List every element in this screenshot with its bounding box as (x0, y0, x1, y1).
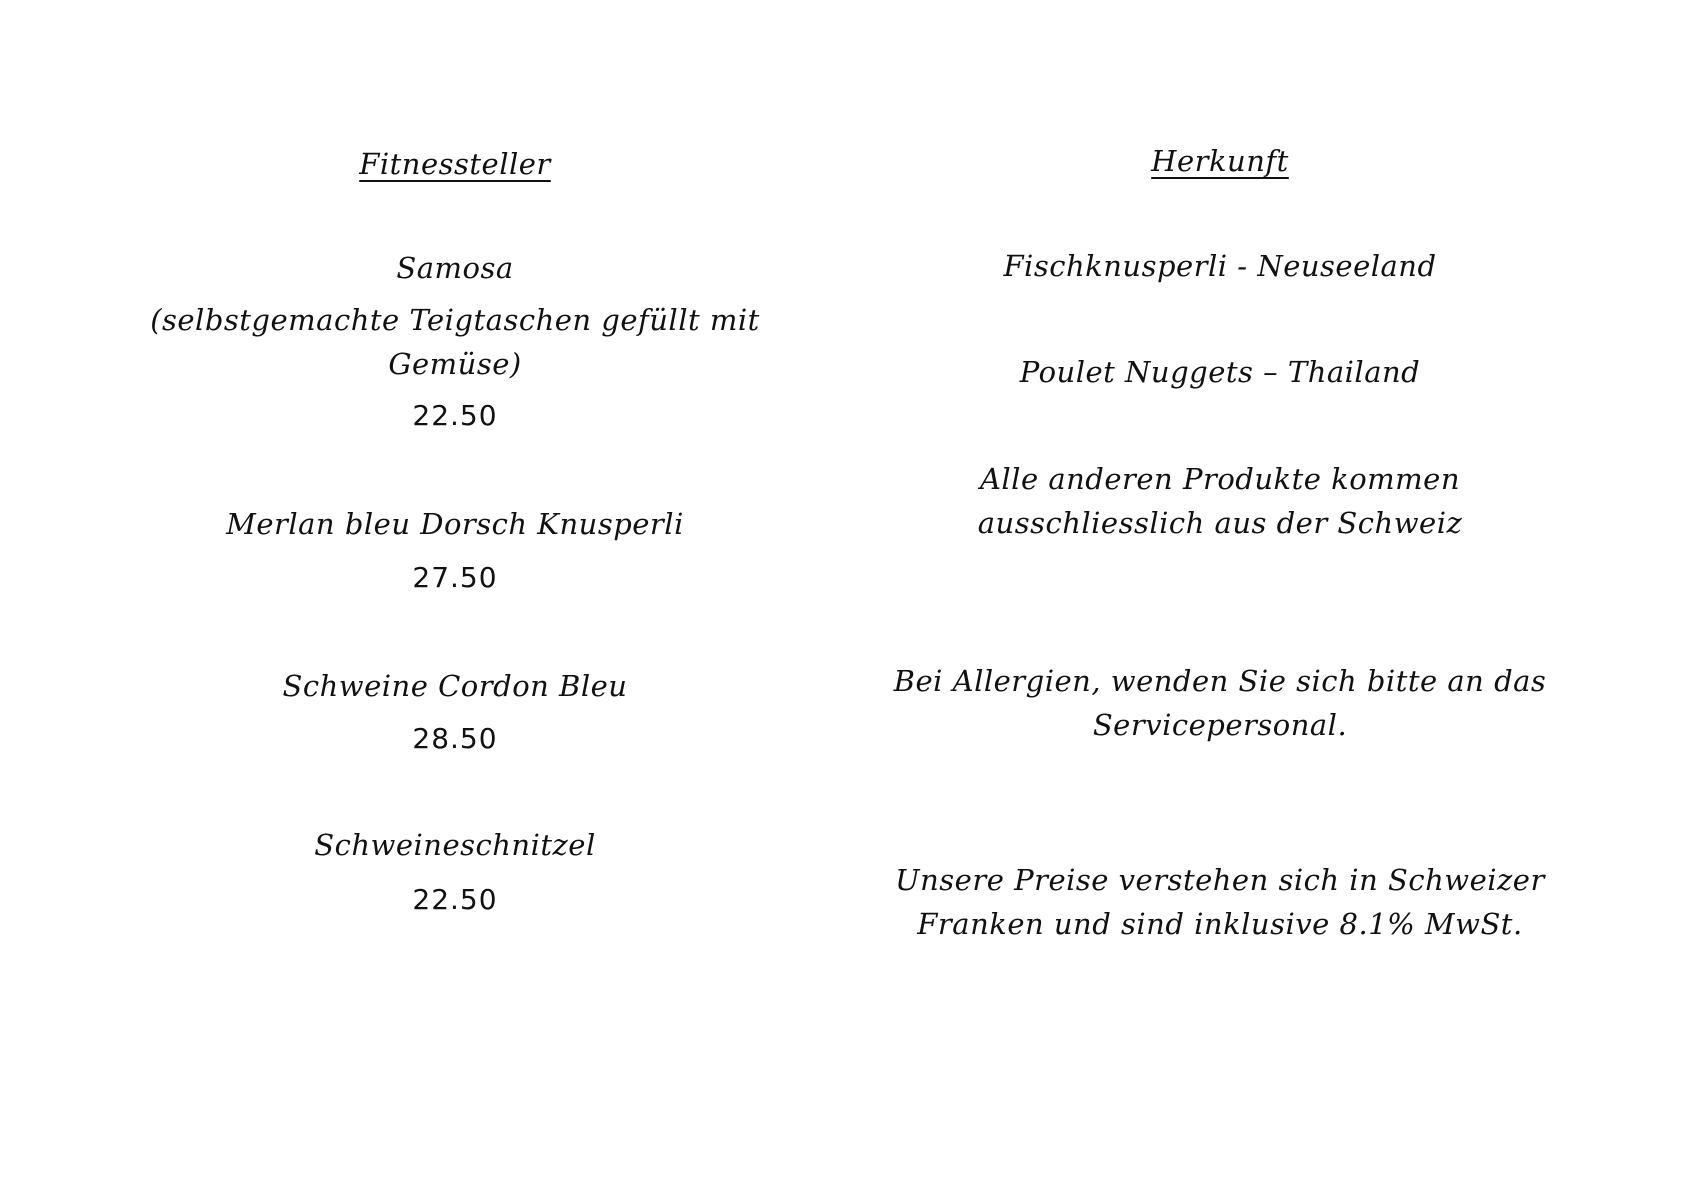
origin-line-other: Alle anderen Produkte kommen ausschliesslich aus der Schweiz (977, 462, 1463, 540)
item-price-cordon-bleu: 28.50 (412, 722, 498, 755)
item-name-samosa: Samosa (396, 251, 514, 285)
item-name-merlan: Merlan bleu Dorsch Knusperli (226, 507, 684, 541)
price-note: Unsere Preise verstehen sich in Schweizer Franken und sind inklusive 8.1% MwSt. (895, 863, 1545, 941)
item-name-cordon-bleu: Schweine Cordon Bleu (282, 669, 628, 703)
origin-line-chicken: Poulet Nuggets – Thailand (1019, 355, 1421, 389)
item-price-schnitzel: 22.50 (412, 883, 498, 916)
item-price-merlan: 27.50 (412, 561, 498, 594)
item-price-samosa: 22.50 (412, 399, 498, 432)
origin-line-fish: Fischknusperli - Neuseeland (1003, 249, 1437, 283)
allergy-note: Bei Allergien, wenden Sie sich bitte an das Servicepersonal. (893, 664, 1547, 742)
menu-heading: Fitnessteller (359, 147, 551, 181)
item-name-schnitzel: Schweineschnitzel (314, 828, 596, 862)
item-description-samosa: (selbstgemachte Teigtaschen gefüllt mit Gemüse) (150, 303, 760, 381)
origin-heading: Herkunft (1151, 144, 1289, 178)
